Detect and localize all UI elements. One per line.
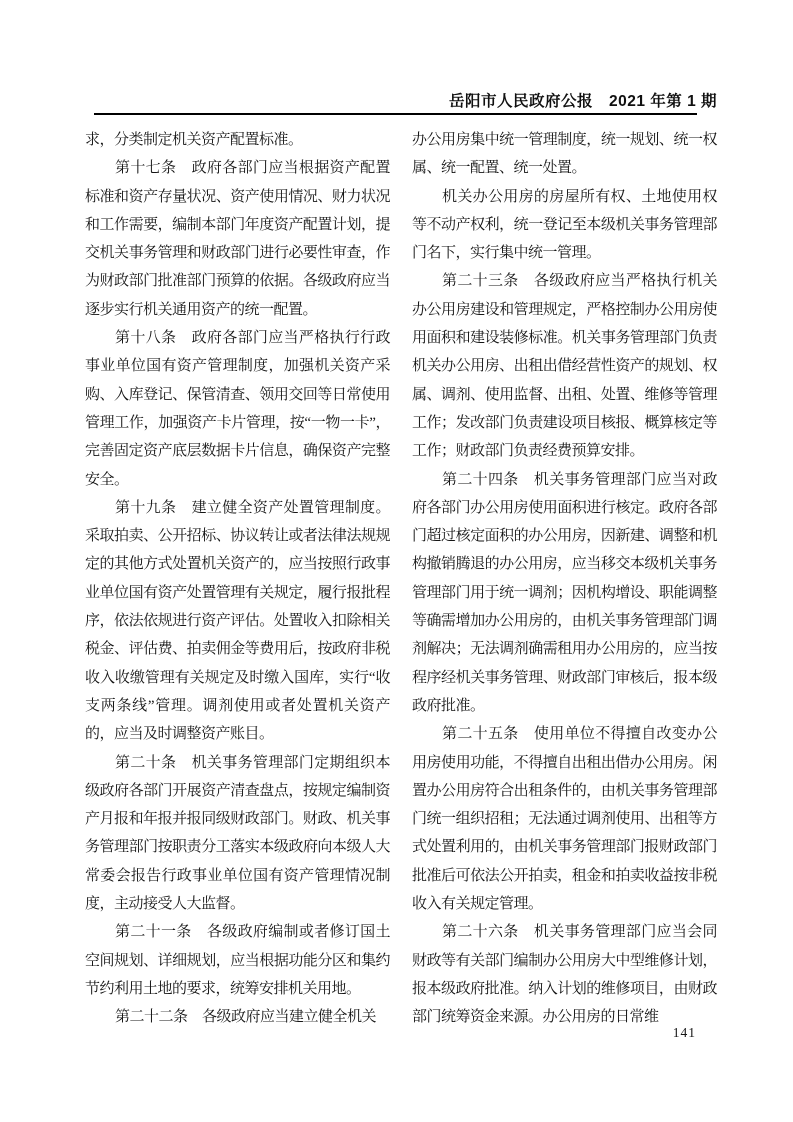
paragraph-article-23: 第二十三条 各级政府应当严格执行机关办公用房建设和管理规定，严格控制办公用房使用面积和建设装修标准。机关事务管理部门负责机关办公用房、出租出借经营性资产的规划、权属、调剂、使用监督、出租、处置、维修等管理工作；发改部门负责建设项目核报、概算核定等工作；财政部门负责经费预算安排。 bbox=[412, 273, 717, 460]
header-divider bbox=[94, 113, 697, 115]
paragraph-article-26: 第二十六条 机关事务管理部门应当会同财政等有关部门编制办公用房大中型维修计划，报本级政府批准。纳入计划的维修项目，由财政部门统筹资金来源。办公用房的日常维 bbox=[412, 924, 717, 1026]
gazette-header-title: 岳阳市人民政府公报 2021 年第 1 期 bbox=[448, 93, 717, 110]
page-header bbox=[85, 93, 717, 111]
paragraph-continuation: 求，分类制定机关资产配置标准。 bbox=[85, 132, 303, 148]
paragraph-continuation: 办公用房集中统一管理制度，统一规划、统一权属、统一配置、统一处置。 bbox=[412, 132, 717, 177]
paragraph-article-21: 第二十一条 各级政府编制或者修订国土空间规划、详细规划，应当根据功能分区和集约节约利用土地的要求，统筹安排机关用地。 bbox=[85, 924, 390, 997]
paragraph-article-22: 第二十二条 各级政府应当建立健全机关 bbox=[115, 1009, 377, 1026]
left-column bbox=[85, 126, 390, 1032]
page-number: 141 bbox=[672, 1025, 696, 1040]
paragraph-article-24: 第二十四条 机关事务管理部门应当对政府各部门办公用房使用面积进行核定。政府各部门超过核定面积的办公用房，因新建、调整和机构撤销腾退的办公用房，应当移交本级机关事务管理部门用于统一调剂；因机构增设、职能调整等确需增加办公用房的，由机关事务管理部门调剂解决；无法调剂确需租用办公用房的，应当按程序经机关事务管理、财政部门审核后，报本级政府批准。 bbox=[412, 471, 717, 714]
right-column bbox=[412, 126, 717, 1032]
paragraph-article-20: 第二十条 机关事务管理部门定期组织本级政府各部门开展资产清查盘点，按规定编制资产月报和年报并报同级财政部门。财政、机关事务管理部门按职责分工落实本级政府向本级人大常委会报告行政事业单位国有资产管理情况制度，主动接受人大监督。 bbox=[85, 754, 390, 913]
paragraph-article-17: 第十七条 政府各部门应当根据资产配置标准和资产存量状况、资产使用情况、财力状况和工作需要，编制本部门年度资产配置计划，提交机关事务管理和财政部门进行必要性审查，作为财政部门批准部门预算的依据。各级政府应当逐步实行机关通用资产的统一配置。 bbox=[85, 160, 390, 318]
body-columns bbox=[85, 126, 717, 1032]
paragraph-article-18: 第十八条 政府各部门应当严格执行行政事业单位国有资产管理制度，加强机关资产采购、入库登记、保管清查、领用交回等日常使用管理工作，加强资产卡片管理，按“一物一卡”，完善固定资产底层数据卡片信息，确保资产完整安全。 bbox=[85, 330, 390, 488]
paragraph-article-25: 第二十五条 使用单位不得擅自改变办公用房使用功能，不得擅自出租出借办公用房。闲置办公用房符合出租条件的，由机关事务管理部门统一组织招租；无法通过调剂使用、出租等方式处置利用的，由机关事务管理部门报财政部门批准后可依法公开拍卖，租金和拍卖收益按非税收入有关规定管理。 bbox=[412, 726, 717, 913]
paragraph-article-22-part2: 机关办公用房的房屋所有权、土地使用权等不动产权利，统一登记至本级机关事务管理部门名下，实行集中统一管理。 bbox=[412, 188, 717, 262]
paragraph-article-19: 第十九条 建立健全资产处置管理制度。采取拍卖、公开招标、协议转让或者法律法规规定的其他方式处置机关资产的，应当按照行政事业单位国有资产处置管理有关规定，履行报批程序，依法依规进行资产评估。处置收入扣除相关税金、评估费、拍卖佣金等费用后，按政府非税收入收缴管理有关规定及时缴入国库，实行“收支两条线”管理。调剂使用或者处置机关资产的，应当及时调整资产账目。 bbox=[85, 499, 390, 743]
